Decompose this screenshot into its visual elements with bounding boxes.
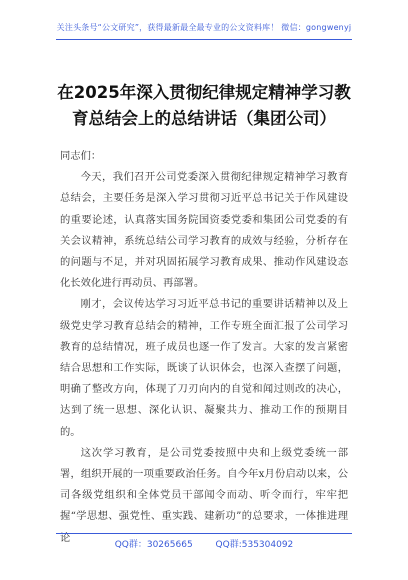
salutation: 同志们： <box>60 150 102 162</box>
footer <box>0 537 408 550</box>
footer-qq-group-2: QQ群:535304092 <box>215 540 294 550</box>
document-title <box>44 80 364 132</box>
document-body <box>60 146 348 549</box>
header-divider <box>56 39 352 40</box>
paragraph-1: 今天，我们召开公司党委深入贯彻纪律规定精神学习教育总结会，主要任务是深入学习贯彻习近平总书记关于作风建设的重要论述，认真落实国务院国资委党委和集团公司党委的有关会议精神，系统总结公司学习教育的成效与经验，分析存在的问题与不足，并对巩固拓展学习教育成果、推动作风建设态化长效化进行再动员、再部署。 <box>60 171 348 290</box>
footer-divider <box>56 533 352 534</box>
paragraph-2: 刚才，会议传达学习习近平总书记的重要讲话精神以及上级党史学习教育总结会的精神，工作专班全面汇报了公司学习教育的总结情况，班子成员也逐一作了发言。大家的发言紧密结合思想和工作实际，既谈了认识体会，也深入查摆了问题，明确了整改方向，体现了刀刃向内的自觉和闻过则改的决心，达到了统一思想、深化认识、凝聚共力、推动工作的预期目的。 <box>60 298 348 438</box>
header-banner: 关注头条号“公文研究”，获得最新最全最专业的公文资料库！ 微信：gongwenyj <box>56 23 352 32</box>
footer-qq-group-1: QQ群：30265665 <box>114 540 193 550</box>
title-line-1: 在2025年深入贯彻纪律规定精神学习教 <box>57 83 351 102</box>
title-line-2: 育总结会上的总结讲话（集团公司） <box>72 109 336 128</box>
paragraph-3: 这次学习教育，是公司党委按照中央和上级党委统一部署，组织开展的一项重要政治任务。自今年x月份启动以来，公司各级党组织和全体党员干部闻令而动、听令而行，牢牢把握“学思想、强党性、重实践、建新功”的总要求，一体推进理论 <box>60 446 348 544</box>
